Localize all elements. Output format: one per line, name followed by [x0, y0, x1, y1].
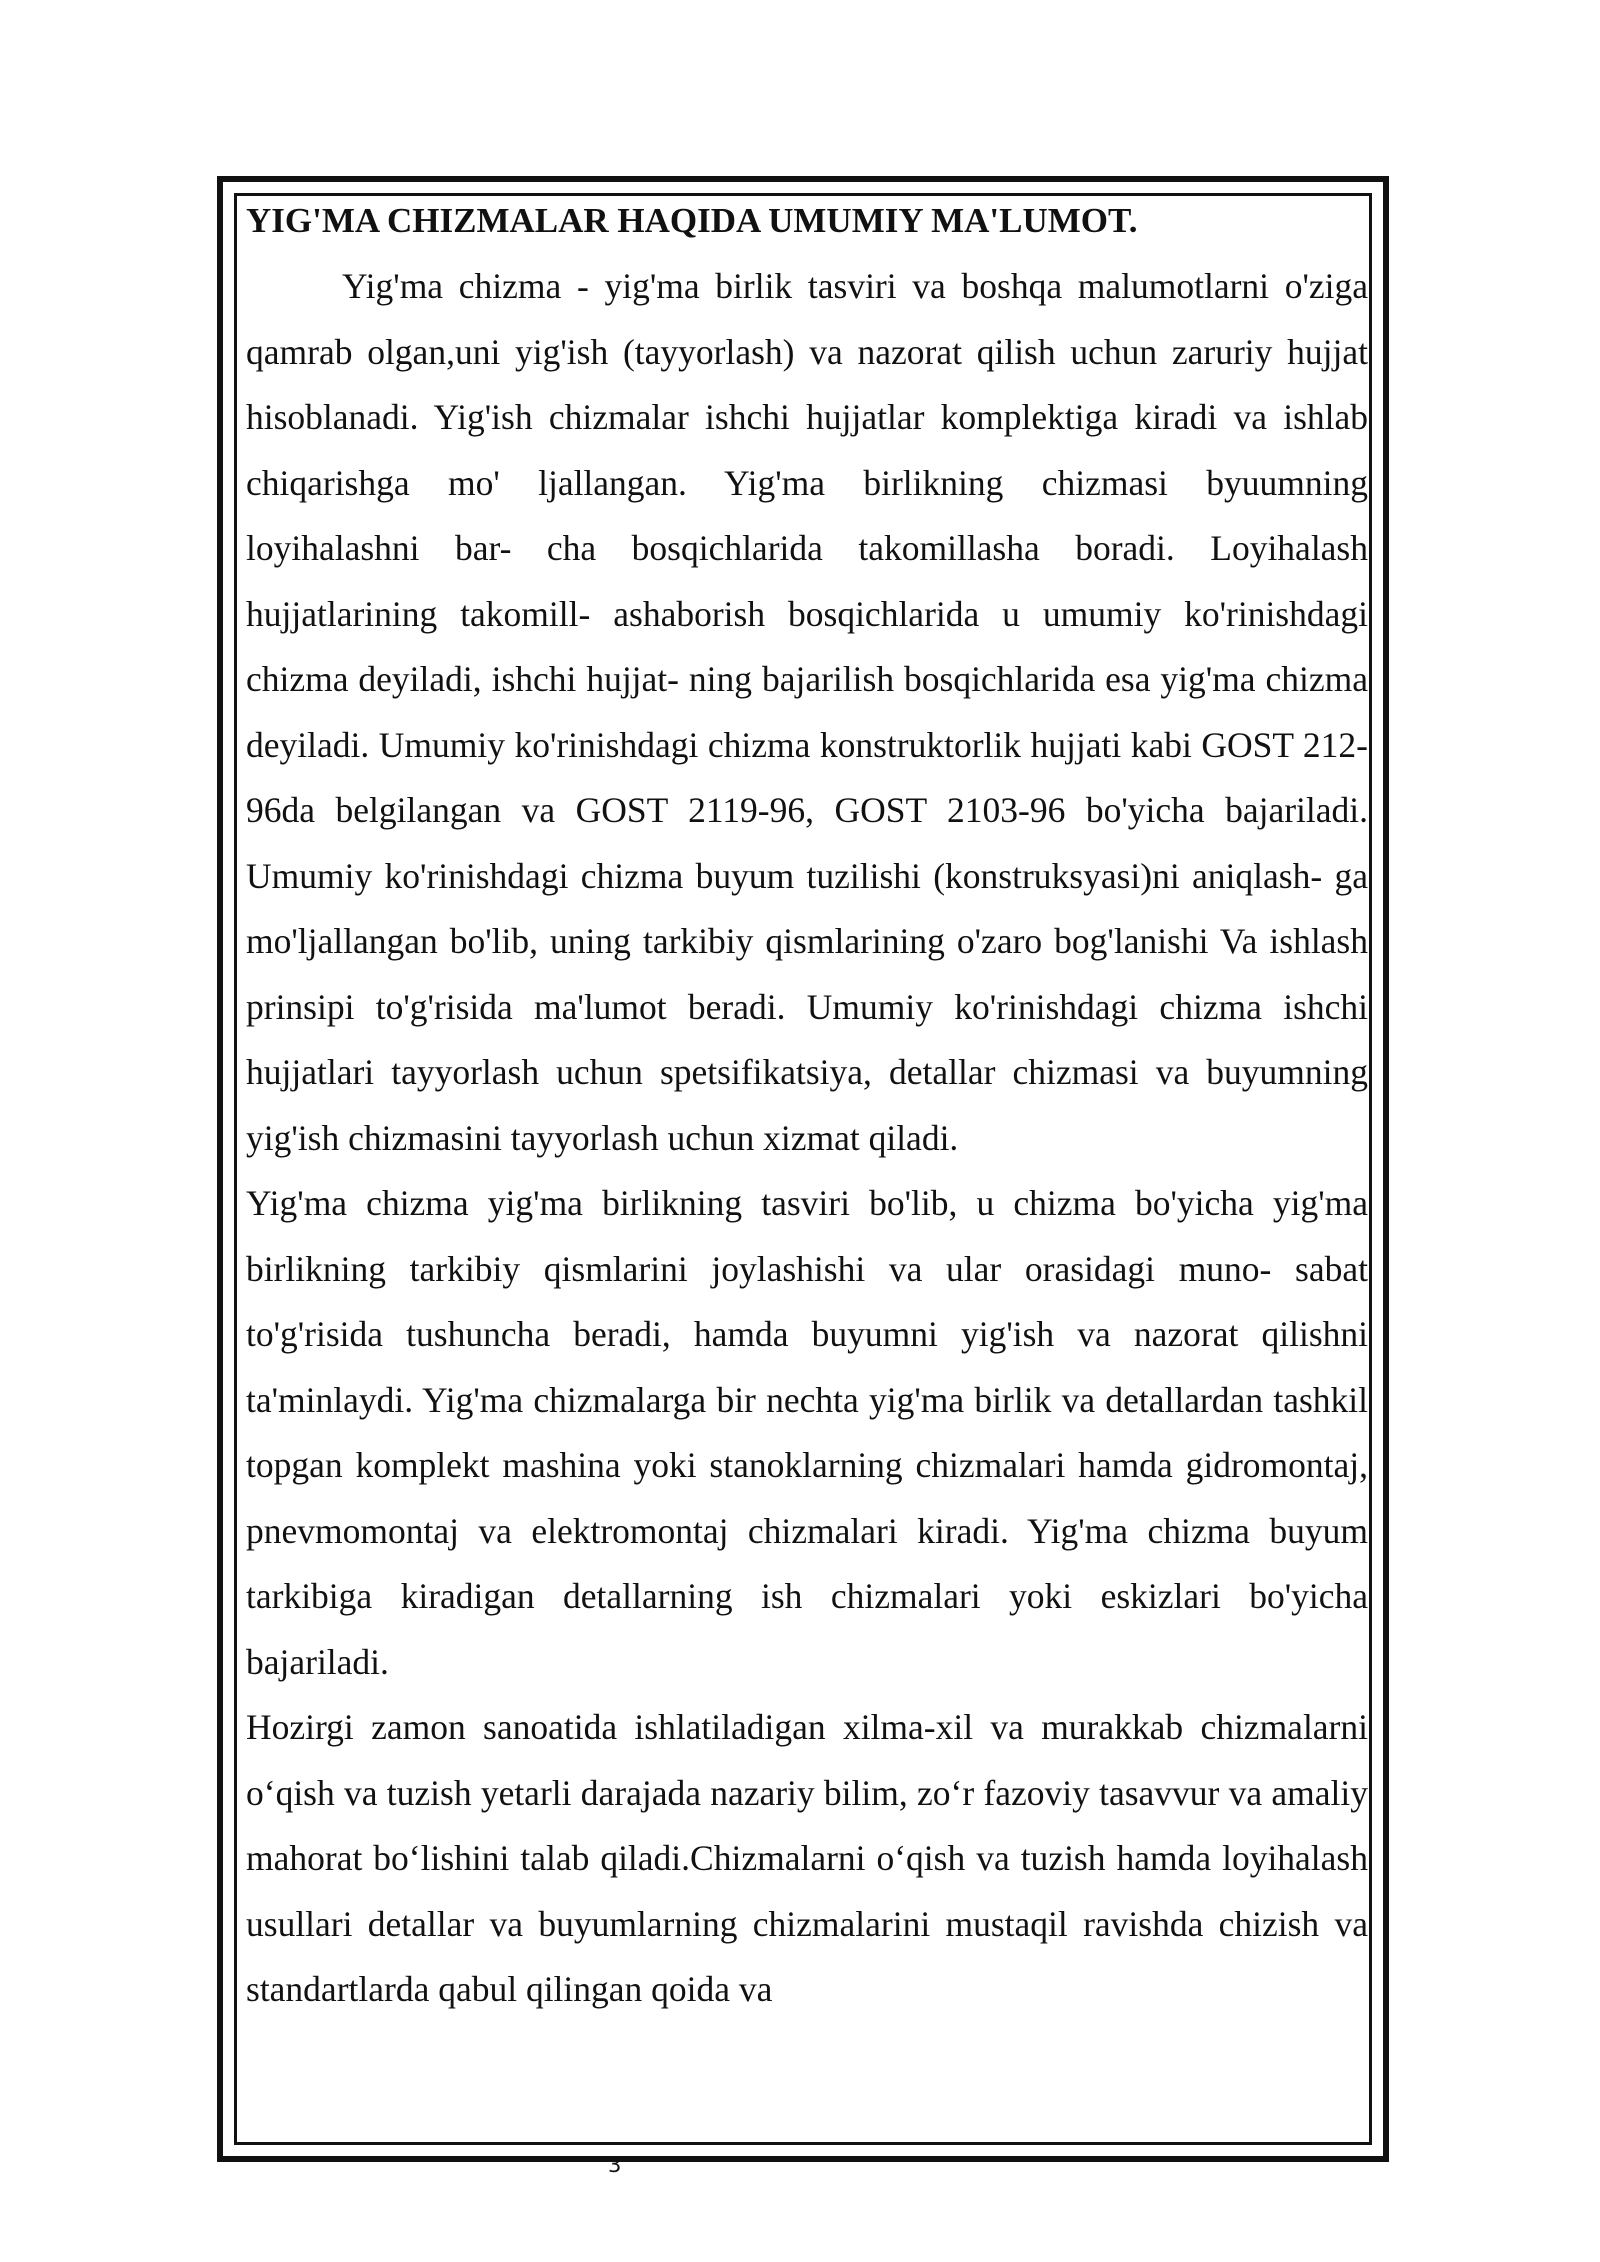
document-title: YIG'MA CHIZMALAR HAQIDA UMUMIY MA'LUMOT. — [246, 201, 1138, 240]
paragraph-3: Hozirgi zamon sanoatida ishlatiladigan xilma-xil va murakkab chizmalarni o‘qish va tuzish yetarli darajada nazariy bilim, zo‘r fazoviy tasavvur va amaliy mahorat bo‘lishini talab qiladi.Chizmalarni o‘qish va tuzish hamda loyihalash usullari detallar va buyumlarning chizmalarini mustaqil ravishda chizish va standartlarda qabul qilingan qoida va — [246, 1707, 1368, 2009]
page-number: 3 — [608, 2153, 622, 2177]
page-content — [246, 196, 1368, 2023]
paragraph-2: Yig'ma chizma yig'ma birlikning tasviri bo'lib, u chizma bo'yicha yig'ma birlikning tarkibiy qismlarini joylashishi va ular orasidagi muno- sabat to'g'risida tushuncha beradi, hamda buyumni yig'ish va nazorat qilishni ta'minlaydi. Yig'ma chizmalarga bir nechta yig'ma birlik va detallardan tashkil topgan komplekt mashina yoki stanoklarning chizmalari hamda gidromontaj, pnevmomontaj va elektromontaj chizmalari kiradi. Yig'ma chizma buyum tarkibiga kiradigan detallarning ish chizmalari yoki eskizlari bo'yicha bajariladi. — [246, 1183, 1368, 1682]
paragraph-1: Yig'ma chizma - yig'ma birlik tasviri va boshqa malumotlarni o'ziga qamrab olgan,uni yig'ish (tayyorlash) va nazorat qilish uchun zaruriy hujjat hisoblanadi. Yig'ish chizmalar ishchi hujjatlar komplektiga kiradi va ishlab chiqarishga mo' ljallangan. Yig'ma birlikning chizmasi byuumning loyihalashni bar- cha bosqichlarida takomillasha boradi. Loyihalash hujjatlarining takomill- ashaborish bosqichlarida u umumiy ko'rinishdagi chizma deyiladi, ishchi hujjat- ning bajarilish bosqichlarida esa yig'ma chizma deyiladi. Umumiy ko'rinishdagi chizma konstruktorlik hujjati kabi GOST 212- 96da belgilangan va GOST 2119-96, GOST 2103-96 bo'yicha bajariladi. Umumiy ko'rinishdagi chizma buyum tuzilishi (konstruksyasi)ni aniqlash- ga mo'ljallangan bo'lib, uning tarkibiy qismlarining o'zaro bog'lanishi Va ishlash prinsipi to'g'risida ma'lumot beradi. Umumiy ko'rinishdagi chizma ishchi hujjatlari tayyorlash uchun spetsifikatsiya, detallar chizmasi va buyumning yig'ish chizmasini tayyorlash uchun xizmat qiladi. — [246, 266, 1368, 1158]
